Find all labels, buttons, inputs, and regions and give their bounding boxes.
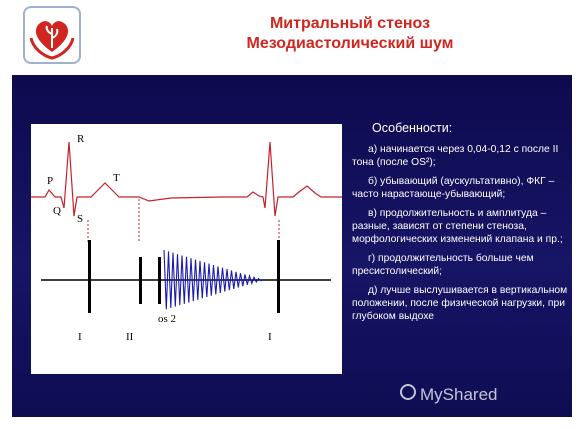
wave-label-t: T <box>113 172 120 184</box>
myshared-logo-icon <box>400 384 416 400</box>
watermark: MyShared <box>420 385 498 404</box>
slide <box>12 75 572 417</box>
sound-bar-s1 <box>88 240 91 313</box>
sound-label-os: os 2 <box>158 313 177 325</box>
phonocardiogram-panel <box>31 124 342 374</box>
sound-bar-os <box>158 257 161 304</box>
feature-a: а) начинается через 0,04-0,12 с после II тона (после OS²); <box>352 144 559 168</box>
header <box>0 0 579 75</box>
feature-b: б) убывающий (аускультативно), ФКГ – часто нарастающе-убывающий; <box>352 176 555 200</box>
title-line-2: Мезодиастолический шум <box>246 35 454 52</box>
features-list <box>352 122 570 329</box>
heart-hands-logo-icon <box>23 6 81 64</box>
wave-label-s: S <box>77 213 84 225</box>
sound-bar-s2 <box>139 257 142 304</box>
wave-label-p: P <box>47 175 54 187</box>
feature-c: в) продолжительность и амплитуда – разные, зависят от степени стеноза, морфологических изменений клапана и пр.; <box>352 208 563 245</box>
sound-label-i-repeat: I <box>268 331 272 343</box>
feature-e: д) лучше выслушивается в вертикальном положении, после физической нагрузки, при глубоком выдохе <box>352 285 568 322</box>
ecg-trace <box>31 142 342 216</box>
sound-label-i: I <box>78 331 82 343</box>
title-line-1: Митральный стеноз <box>269 15 431 32</box>
wave-label-r: R <box>77 133 85 145</box>
phonocardiogram-diagram <box>31 124 342 374</box>
sound-label-ii: II <box>126 331 134 343</box>
sound-bar-s1-repeat <box>277 240 280 313</box>
wave-label-q: Q <box>53 205 61 217</box>
page-title <box>150 14 550 54</box>
feature-d: г) продолжительность больше чем пресистолический; <box>352 253 534 277</box>
features-heading: Особенности: <box>372 121 453 135</box>
